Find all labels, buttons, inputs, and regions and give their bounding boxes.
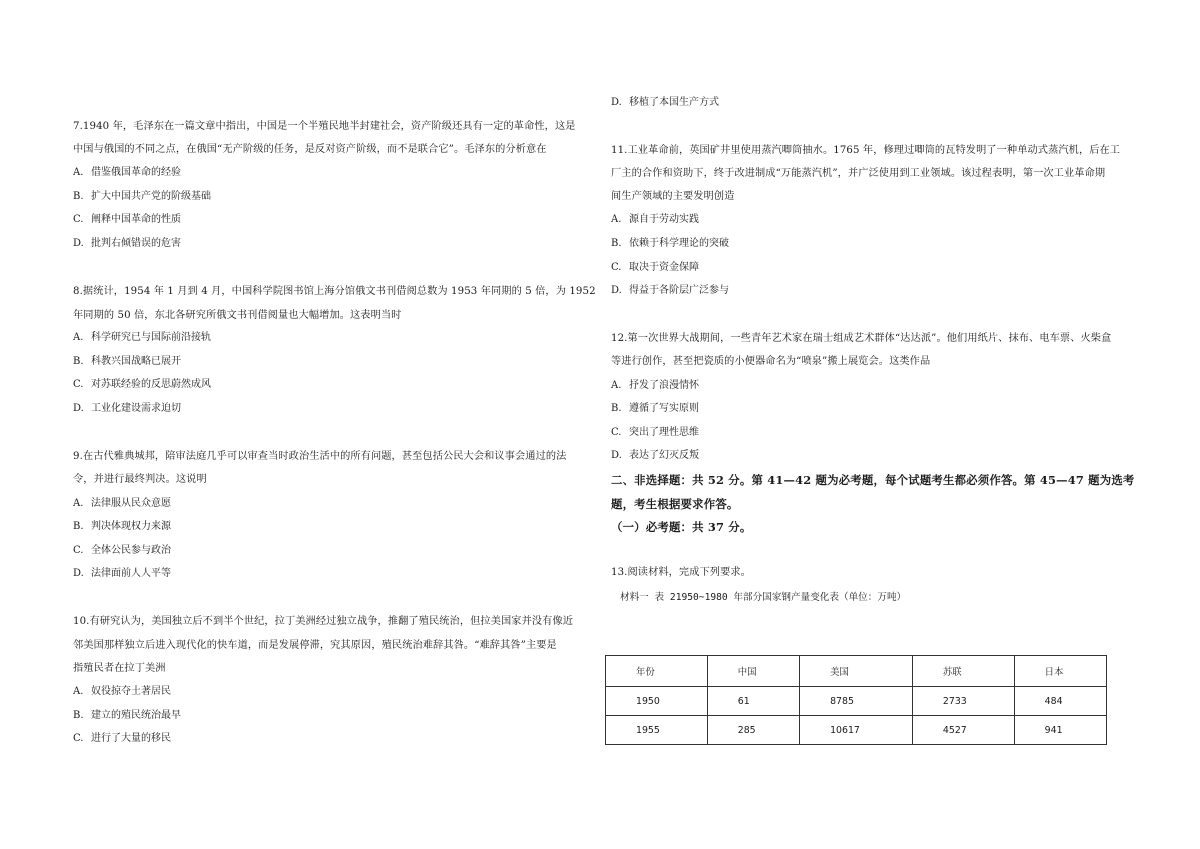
q12-option-a[interactable]: A. 抒发了浪漫情怀	[611, 380, 699, 391]
q10-stem-line-2: 邻美国那样独立后进入现代化的快车道，而是发展停滞，究其原因，殖民统治难辞其咎。“难辞其咎”主要是	[73, 640, 557, 651]
q11-option-d[interactable]: D. 得益于各阶层广泛参与	[611, 285, 729, 296]
table-cell: 1950	[606, 687, 708, 716]
q9-option-c[interactable]: C. 全体公民参与政治	[73, 545, 171, 556]
q7-option-d[interactable]: D. 批判右倾错误的危害	[73, 238, 181, 249]
q8-option-c[interactable]: C. 对苏联经验的反思蔚然成风	[73, 379, 211, 390]
q12-stem-line-1: 12.第一次世界大战期间，一些青年艺术家在瑞士组成艺术群体“达达派”。他们用纸片、抹布、电车票、火柴盒	[611, 333, 1112, 344]
q8-option-d[interactable]: D. 工业化建设需求迫切	[73, 403, 181, 414]
section2-subheading: （一）必考题：共 37 分。	[611, 520, 752, 534]
q12-option-c[interactable]: C. 突出了理性思维	[611, 427, 699, 438]
table-cell: 1955	[606, 716, 708, 745]
table-cell: 61	[707, 687, 799, 716]
q7-option-a[interactable]: A. 借鉴俄国革命的经验	[73, 167, 181, 178]
q11-stem-line-1: 11.工业革命前，英国矿井里使用蒸汽唧筒抽水。1765 年，修理过唧筒的瓦特发明了一种单动式蒸汽机，后在工	[611, 145, 1121, 156]
q13-prompt: 13.阅读材料，完成下列要求。	[611, 567, 751, 578]
table-cell: 484	[1014, 687, 1106, 716]
q10-option-a[interactable]: A. 奴役掠夺土著居民	[73, 686, 171, 697]
q11-option-a[interactable]: A. 源自于劳动实践	[611, 214, 699, 225]
table-header-cell: 美国	[800, 656, 913, 687]
steel-output-table	[605, 655, 1107, 745]
table-cell: 10617	[800, 716, 913, 745]
q7-option-c[interactable]: C. 阐释中国革命的性质	[73, 214, 181, 225]
table-header-cell: 中国	[707, 656, 799, 687]
q12-option-b[interactable]: B. 遵循了写实原则	[611, 403, 699, 414]
table-header-row	[606, 656, 1107, 687]
q7-option-b[interactable]: B. 扩大中国共产党的阶级基础	[73, 191, 211, 202]
table-header-cell: 苏联	[912, 656, 1014, 687]
section2-heading-line-1: 二、非选择题：共 52 分。第 41—42 题为必考题，每个试题考生都必须作答。第 45—47 题为选考	[611, 473, 1135, 487]
q9-stem-line-2: 令，并进行最终判决。这说明	[73, 474, 207, 485]
table-cell: 285	[707, 716, 799, 745]
q8-stem-line-1: 8.据统计，1954 年 1 月到 4 月，中国科学院图书馆上海分馆俄文书刊借阅总数为 1953 年同期的 5 倍，为 1952	[73, 286, 596, 297]
q13-table-caption: 材料一 表 21950~1980 年部分国家钢产量变化表（单位：万吨）	[620, 592, 907, 603]
table-cell: 8785	[800, 687, 913, 716]
q8-option-a[interactable]: A. 科学研究已与国际前沿接轨	[73, 332, 211, 343]
q9-option-d[interactable]: D. 法律面前人人平等	[73, 568, 171, 579]
q10-option-b[interactable]: B. 建立的殖民统治最早	[73, 710, 181, 721]
table-cell: 941	[1014, 716, 1106, 745]
table-cell: 4527	[912, 716, 1014, 745]
q12-option-d[interactable]: D. 表达了幻灭反叛	[611, 450, 699, 461]
q7-stem-line-1: 7.1940 年，毛泽东在一篇文章中指出，中国是一个半殖民地半封建社会，资产阶级还具有一定的革命性，这是	[73, 121, 576, 132]
section2-heading-line-2: 题，考生根据要求作答。	[611, 497, 739, 511]
q12-stem-line-2: 等进行创作，甚至把瓷质的小便器命名为“喷泉”搬上展览会。这类作品	[611, 356, 931, 367]
table-row	[606, 716, 1107, 745]
table-header-cell: 日本	[1014, 656, 1106, 687]
q7-stem-line-2: 中国与俄国的不同之点，在俄国“无产阶级的任务，是反对资产阶级，而不是联合它”。毛泽东的分析意在	[73, 144, 547, 155]
q11-option-b[interactable]: B. 依赖于科学理论的突破	[611, 238, 729, 249]
q8-stem-line-2: 年同期的 50 倍，东北各研究所俄文书刊借阅量也大幅增加。这表明当时	[73, 310, 402, 321]
table-header-cell: 年份	[606, 656, 708, 687]
table-row	[606, 687, 1107, 716]
q10-option-c[interactable]: C. 进行了大量的移民	[73, 733, 171, 744]
q10-stem-line-1: 10.有研究认为，美国独立后不到半个世纪，拉丁美洲经过独立战争，推翻了殖民统治，但拉美国家并没有像近	[73, 616, 574, 627]
q10-option-d[interactable]: D. 移植了本国生产方式	[611, 97, 719, 108]
q8-option-b[interactable]: B. 科教兴国战略已展开	[73, 356, 181, 367]
q9-option-a[interactable]: A. 法律服从民众意愿	[73, 498, 171, 509]
q11-stem-line-3: 间生产领域的主要发明创造	[611, 191, 735, 202]
q11-option-c[interactable]: C. 取决于资金保障	[611, 262, 699, 273]
q10-stem-line-3: 指殖民者在拉丁美洲	[73, 663, 166, 674]
q9-stem-line-1: 9.在古代雅典城邦，陪审法庭几乎可以审查当时政治生活中的所有问题，甚至包括公民大会和议事会通过的法	[73, 451, 567, 462]
q9-option-b[interactable]: B. 判决体现权力来源	[73, 521, 171, 532]
q11-stem-line-2: 厂主的合作和资助下，终于改进制成“万能蒸汽机”，并广泛使用到工业领域。该过程表明，第一次工业革命期	[611, 168, 1106, 179]
table-cell: 2733	[912, 687, 1014, 716]
